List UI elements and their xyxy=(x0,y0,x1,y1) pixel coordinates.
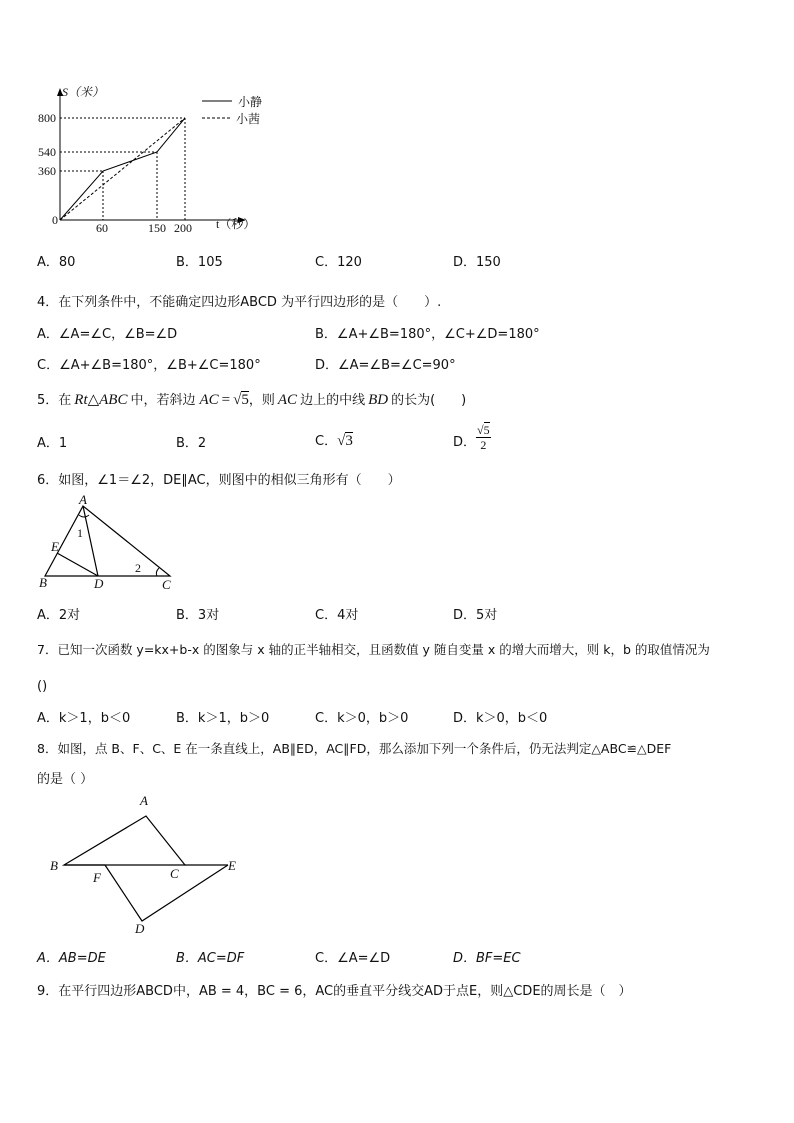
q5-option-c-radicand: 3 xyxy=(345,433,353,449)
q5-option-d-fraction: √5 2 xyxy=(477,423,490,452)
q3-option-a: A．80 xyxy=(37,255,76,270)
y-tick-800: 800 xyxy=(38,111,56,125)
q5-ac: AC xyxy=(199,392,219,408)
q5-bd: BD xyxy=(368,392,389,408)
q7-paren: () xyxy=(37,679,48,694)
q6-label-d: D xyxy=(94,576,104,591)
q6-label-c: C xyxy=(162,577,171,592)
q5-option-d-numerator: 5 xyxy=(483,423,490,437)
x-tick-200: 200 xyxy=(174,221,192,235)
x-axis-label: t（秒） xyxy=(216,217,256,231)
q3-option-b: B．105 xyxy=(176,255,223,270)
q5-option-d xyxy=(453,423,491,452)
q8-option-b: B．AC=DF xyxy=(176,951,245,966)
q5-stem xyxy=(37,389,466,409)
q7-option-c: C．k＞0，b＞0 xyxy=(315,711,409,726)
q5-option-d-denominator: 2 xyxy=(480,438,487,452)
q7-option-b: B．k＞1，b＞0 xyxy=(176,711,270,726)
q8-option-c: C．∠A=∠D xyxy=(315,951,391,966)
q7-stem: 7．已知一次函数 y=kx+b-x 的图象与 x 轴的正半轴相交，且函数值 y 随自变量 x 的增大而增大，则 k，b 的取值情况为 xyxy=(37,642,710,657)
origin-label: 0 xyxy=(52,213,58,227)
q6-label-b: B xyxy=(39,575,47,590)
y-tick-540: 540 xyxy=(38,145,56,159)
q8-label-f: F xyxy=(93,870,101,885)
q3-option-c: C．120 xyxy=(315,255,362,270)
q7-option-d: D．k＞0，b＜0 xyxy=(453,711,548,726)
q8-label-a: A xyxy=(140,793,148,808)
q5-equals: = xyxy=(221,392,231,408)
q8-stem-line1: 8．如图，点 B、F、C、E 在一条直线上，AB∥ED，AC∥FD，那么添加下列一个条件后，仍无法判定△ABC≌△DEF xyxy=(37,741,672,756)
series-xiaoqian-line xyxy=(60,118,185,220)
q5-prefix: 5．在 xyxy=(37,393,72,408)
q5-triangle: Rt△ABC xyxy=(74,392,128,408)
q8-label-c: C xyxy=(170,866,179,881)
legend-dashed-label: 小茜 xyxy=(236,112,261,126)
q4-stem: 4．在下列条件中，不能确定四边形ABCD 为平行四边形的是（ ）. xyxy=(37,295,442,310)
q6-option-d: D．5对 xyxy=(453,608,498,623)
x-tick-60: 60 xyxy=(96,221,108,235)
q5-option-a: A．1 xyxy=(37,436,68,451)
q5-sqrt5: √5 xyxy=(233,392,249,408)
q6-option-b: B．3对 xyxy=(176,608,220,623)
q4-option-a: A．∠A=∠C，∠B=∠D xyxy=(37,327,178,342)
q8-label-e: E xyxy=(228,858,236,873)
q5-suffix: 的长为( ) xyxy=(391,393,467,408)
q8-label-b: B xyxy=(50,858,58,873)
q5-text-2: ，则 xyxy=(248,393,275,408)
legend-solid-label: 小静 xyxy=(238,95,263,109)
q6-option-a: A．2对 xyxy=(37,608,81,623)
q5-option-d-letter: D． xyxy=(453,435,477,450)
y-axis-label: S（米） xyxy=(62,85,105,99)
q4-option-c: C．∠A+∠B=180°，∠B+∠C=180° xyxy=(37,358,261,373)
q5-radicand: 5 xyxy=(241,392,249,408)
q5-option-c xyxy=(315,430,353,450)
q8-figure xyxy=(50,810,240,925)
q4-option-d: D．∠A=∠B=∠C=90° xyxy=(315,358,456,373)
q4-option-b: B．∠A+∠B=180°，∠C+∠D=180° xyxy=(315,327,540,342)
q7-option-a: A．k＞1，b＜0 xyxy=(37,711,131,726)
q8-option-a: A．AB=DE xyxy=(37,951,106,966)
q6-label-one: 1 xyxy=(77,526,83,540)
q3-option-d: D．150 xyxy=(453,255,501,270)
q5-option-c-letter: C． xyxy=(315,434,338,449)
q5-ac-2: AC xyxy=(277,392,298,408)
q9-stem: 9．在平行四边形ABCD中，AB = 4，BC = 6，AC的垂直平分线交AD于点E，则△CDE的周长是（ ） xyxy=(37,984,632,999)
q8-stem-line2: 的是（ ） xyxy=(37,772,94,787)
y-tick-360: 360 xyxy=(38,164,56,178)
q5-option-c-sqrt: √3 xyxy=(337,433,353,449)
q5-text-1: 中，若斜边 xyxy=(130,393,196,408)
q6-option-c: C．4对 xyxy=(315,608,359,623)
q6-label-e: E xyxy=(51,539,59,554)
q6-label-a: A xyxy=(79,492,87,507)
q8-option-d: D．BF=EC xyxy=(453,951,521,966)
q5-option-b: B．2 xyxy=(176,436,207,451)
q6-label-two: 2 xyxy=(135,561,141,575)
q6-stem: 6．如图，∠1＝∠2，DE∥AC，则图中的相似三角形有（ ） xyxy=(37,473,401,488)
q8-label-d: D xyxy=(135,921,145,936)
q5-text-3: 边上的中线 xyxy=(300,393,366,408)
x-tick-150: 150 xyxy=(148,221,166,235)
